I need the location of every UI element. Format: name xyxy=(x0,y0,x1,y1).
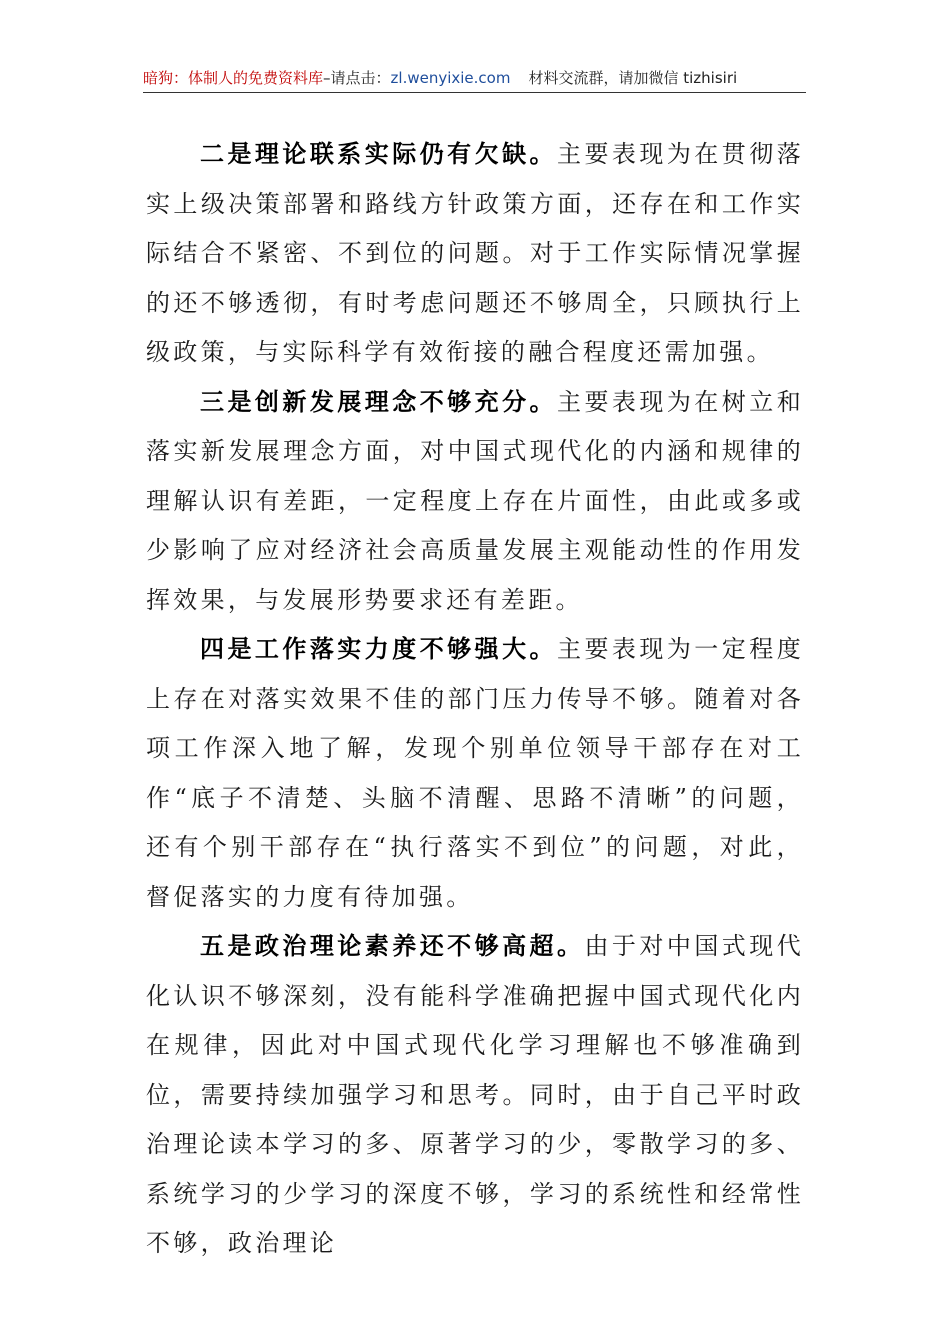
paragraph xyxy=(146,130,804,378)
header-wechat-note: 材料交流群，请加微信 tizhisiri xyxy=(528,69,738,87)
header-url-link[interactable]: zl.wenyixie.com xyxy=(390,69,511,87)
paragraph-heading: 四是工作落实力度不够强大。 xyxy=(200,635,557,663)
paragraph xyxy=(146,625,804,922)
header-click-prompt: –请点击： xyxy=(323,69,391,87)
paragraph-heading: 五是政治理论素养还不够高超。 xyxy=(200,932,585,960)
page-header xyxy=(143,64,806,93)
paragraph xyxy=(146,922,804,1269)
paragraph-heading: 二是理论联系实际仍有欠缺。 xyxy=(200,140,557,168)
paragraph-text: 主要表现为一定程度上存在对落实效果不佳的部门压力传导不够。随着对各项工作深入地了解，发现个别单位领导干部存在对工作“底子不清楚、头脑不清醒、思路不清晰”的问题，还有个别干部存在“执行落实不到位”的问题，对此，督促落实的力度有待加强。 xyxy=(146,635,804,911)
paragraph-text: 由于对中国式现代化认识不够深刻，没有能科学准确把握中国式现代化内在规律，因此对中国式现代化学习理解也不够准确到位，需要持续加强学习和思考。同时，由于自己平时政治理论读本学习的多、原著学习的少，零散学习的多、系统学习的少学习的深度不够，学习的系统性和经常性不够，政治理论 xyxy=(146,932,804,1257)
paragraph xyxy=(146,378,804,626)
document-body xyxy=(146,130,804,1269)
paragraph-text: 主要表现为在树立和落实新发展理念方面，对中国式现代化的内涵和规律的理解认识有差距，一定程度上存在片面性，由此或多或少影响了应对经济社会高质量发展主观能动性的作用发挥效果，与发展形势要求还有差距。 xyxy=(146,387,804,614)
paragraph-heading: 三是创新发展理念不够充分。 xyxy=(200,387,557,416)
paragraph-text: 主要表现为在贯彻落实上级决策部署和路线方针政策方面，还存在和工作实际结合不紧密、不到位的问题。对于工作实际情况掌握的还不够透彻，有时考虑问题还不够周全，只顾执行上级政策，与实际科学有效衔接的融合程度还需加强。 xyxy=(146,140,804,366)
header-site-name: 暗狗：体制人的免费资料库 xyxy=(143,69,324,87)
